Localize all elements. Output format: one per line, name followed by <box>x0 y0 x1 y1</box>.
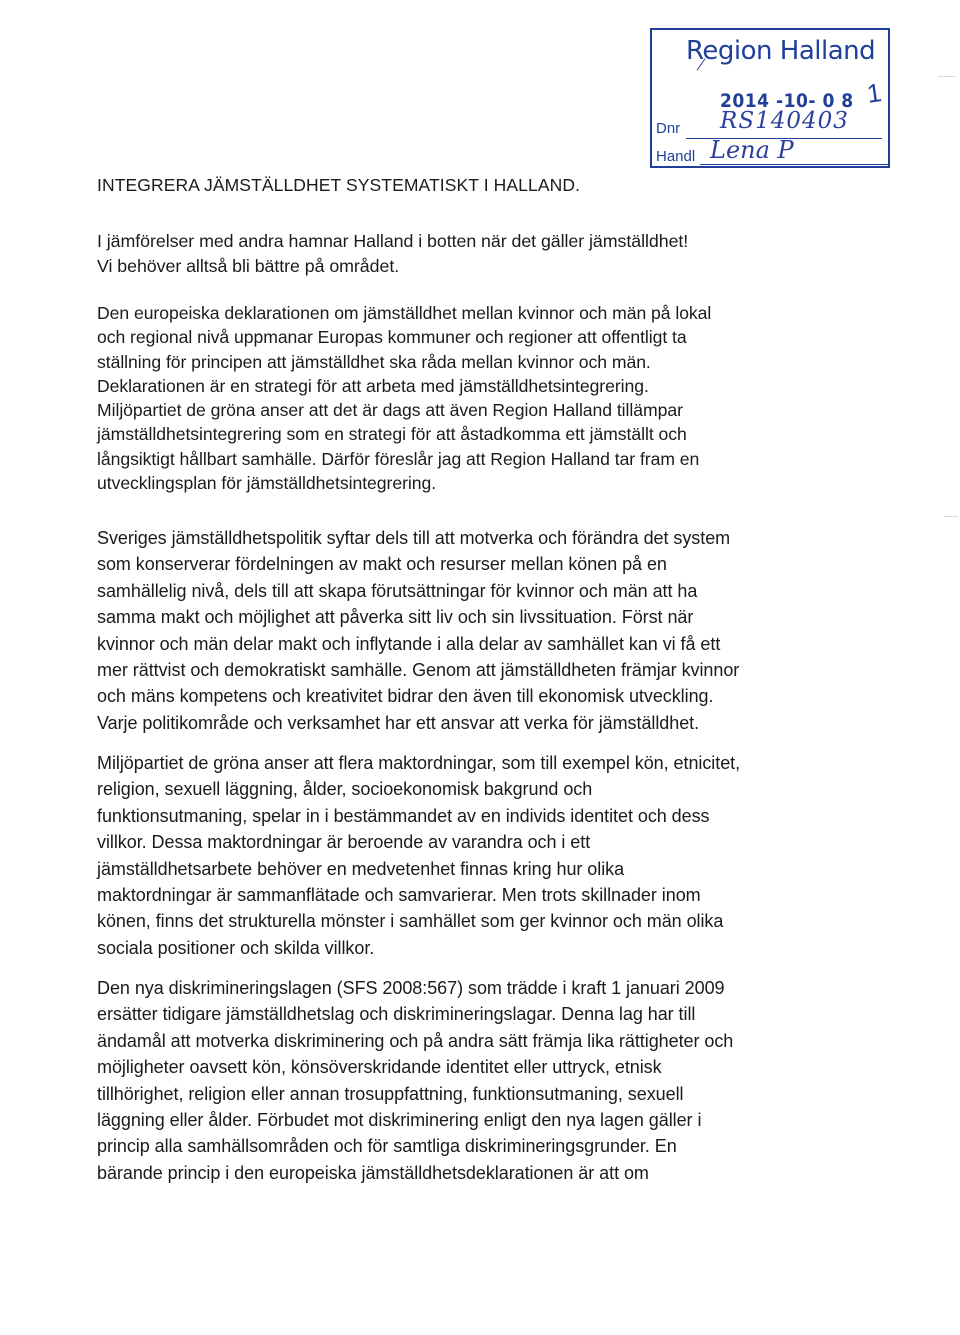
paragraph-declaration: Den europeiska deklarationen om jämställdhet mellan kvinnor och män på lokal och regional nivå uppmanar Europas kommuner och regioner att offentligt ta ställning för principen att jämställdhet ska råda mellan kvinnor och män. Deklarationen är en strategi för att arbeta med jämställdhetsintegrering. Miljöpartiet de gröna anser att det är dags att även Region Halland tillämpar jämställdhetsintegrering som en strategi för att åstadkomma ett jämställt och långsiktigt hållbart samhälle. Därför föreslår jag att Region Halland tar fram en utvecklingsplan för jämställdhetsintegrering. <box>97 303 712 494</box>
stamp-date: 2014 -10- 0 8 <box>720 90 854 112</box>
stamp-handwritten-mark: 1 <box>864 77 884 109</box>
stamp-dnr-label: Dnr <box>656 120 681 137</box>
paragraph-power-orders: Miljöpartiet de gröna anser att flera maktordningar, som till exempel kön, etnicitet, religion, sexuell läggning, ålder, socioekonomisk bakgrund och funktionsutmaning, spelar in i bestämmandet av en individs identitet och dess villkor. Dessa maktordningar är beroende av varandra och i ett jämställdhetsarbete behöver en medvetenhet finnas kring hur olika maktordningar är sammanflätade och samvarierar. Men trots skillnader inom könen, finns det strukturella mönster i samhället som ger kvinnor och män olika sociala positioner och skilda villkor. <box>97 753 741 958</box>
stamp-organization: Region Halland <box>686 36 876 66</box>
scan-edge-mark <box>938 76 956 77</box>
paragraph-discrimination-law: Den nya diskrimineringslagen (SFS 2008:567) som trädde i kraft 1 januari 2009 ersätter tidigare jämställdhetslag och diskrimineringslagar. Denna lag har till ändamål att motverka diskriminering och på andra sätt främja lika rättigheter och möjligheter oavsett kön, könsöverskridande identitet eller uttryck, etnisk tillhörighet, religion eller annan trosuppfattning, funktionsutmaning, sexuell läggning eller ålder. Förbudet mot diskriminering enligt den nya lagen gäller i princip alla samhällsområden och för samtliga diskrimineringsgrunder. En bärande princip i den europeiska jämställdhetsdeklarationen är att om <box>97 978 734 1183</box>
paragraph-equality-policy: Sveriges jämställdhetspolitik syftar dels till att motverka och förändra det system som konserverar fördelningen av makt och resurser mellan könen på en samhällelig nivå, dels till att skapa förutsättningar för kvinnor och män att ha samma makt och möjlighet att påverka sitt liv och sin livssituation. Först när kvinnor och män delar makt och inflytande i alla delar av samhället kan vi få ett mer rättvist och demokratiskt samhälle. Genom att jämställdheten främjar kvinnor och mäns kompetens och kreativitet bidrar den även till ekonomisk utveckling. Varje politikområde och verksamhet har ett ansvar att verka för jämställdhet. <box>97 528 740 733</box>
stamp-handl-value: Lena P <box>710 136 794 164</box>
stamp-handl-label: Handl <box>656 148 696 165</box>
stamp-handl-line <box>700 164 888 165</box>
document-heading: INTEGRERA JÄMSTÄLLDHET SYSTEMATISKT I HALLAND. <box>97 175 581 195</box>
stamp-dnr-value: RS140403 <box>720 108 849 134</box>
scan-edge-mark <box>944 516 958 517</box>
registration-stamp <box>650 28 890 168</box>
paragraph-intro: I jämförelser med andra hamnar Halland i botten när det gäller jämställdhet! Vi behöver alltså bli bättre på området. <box>97 231 689 276</box>
